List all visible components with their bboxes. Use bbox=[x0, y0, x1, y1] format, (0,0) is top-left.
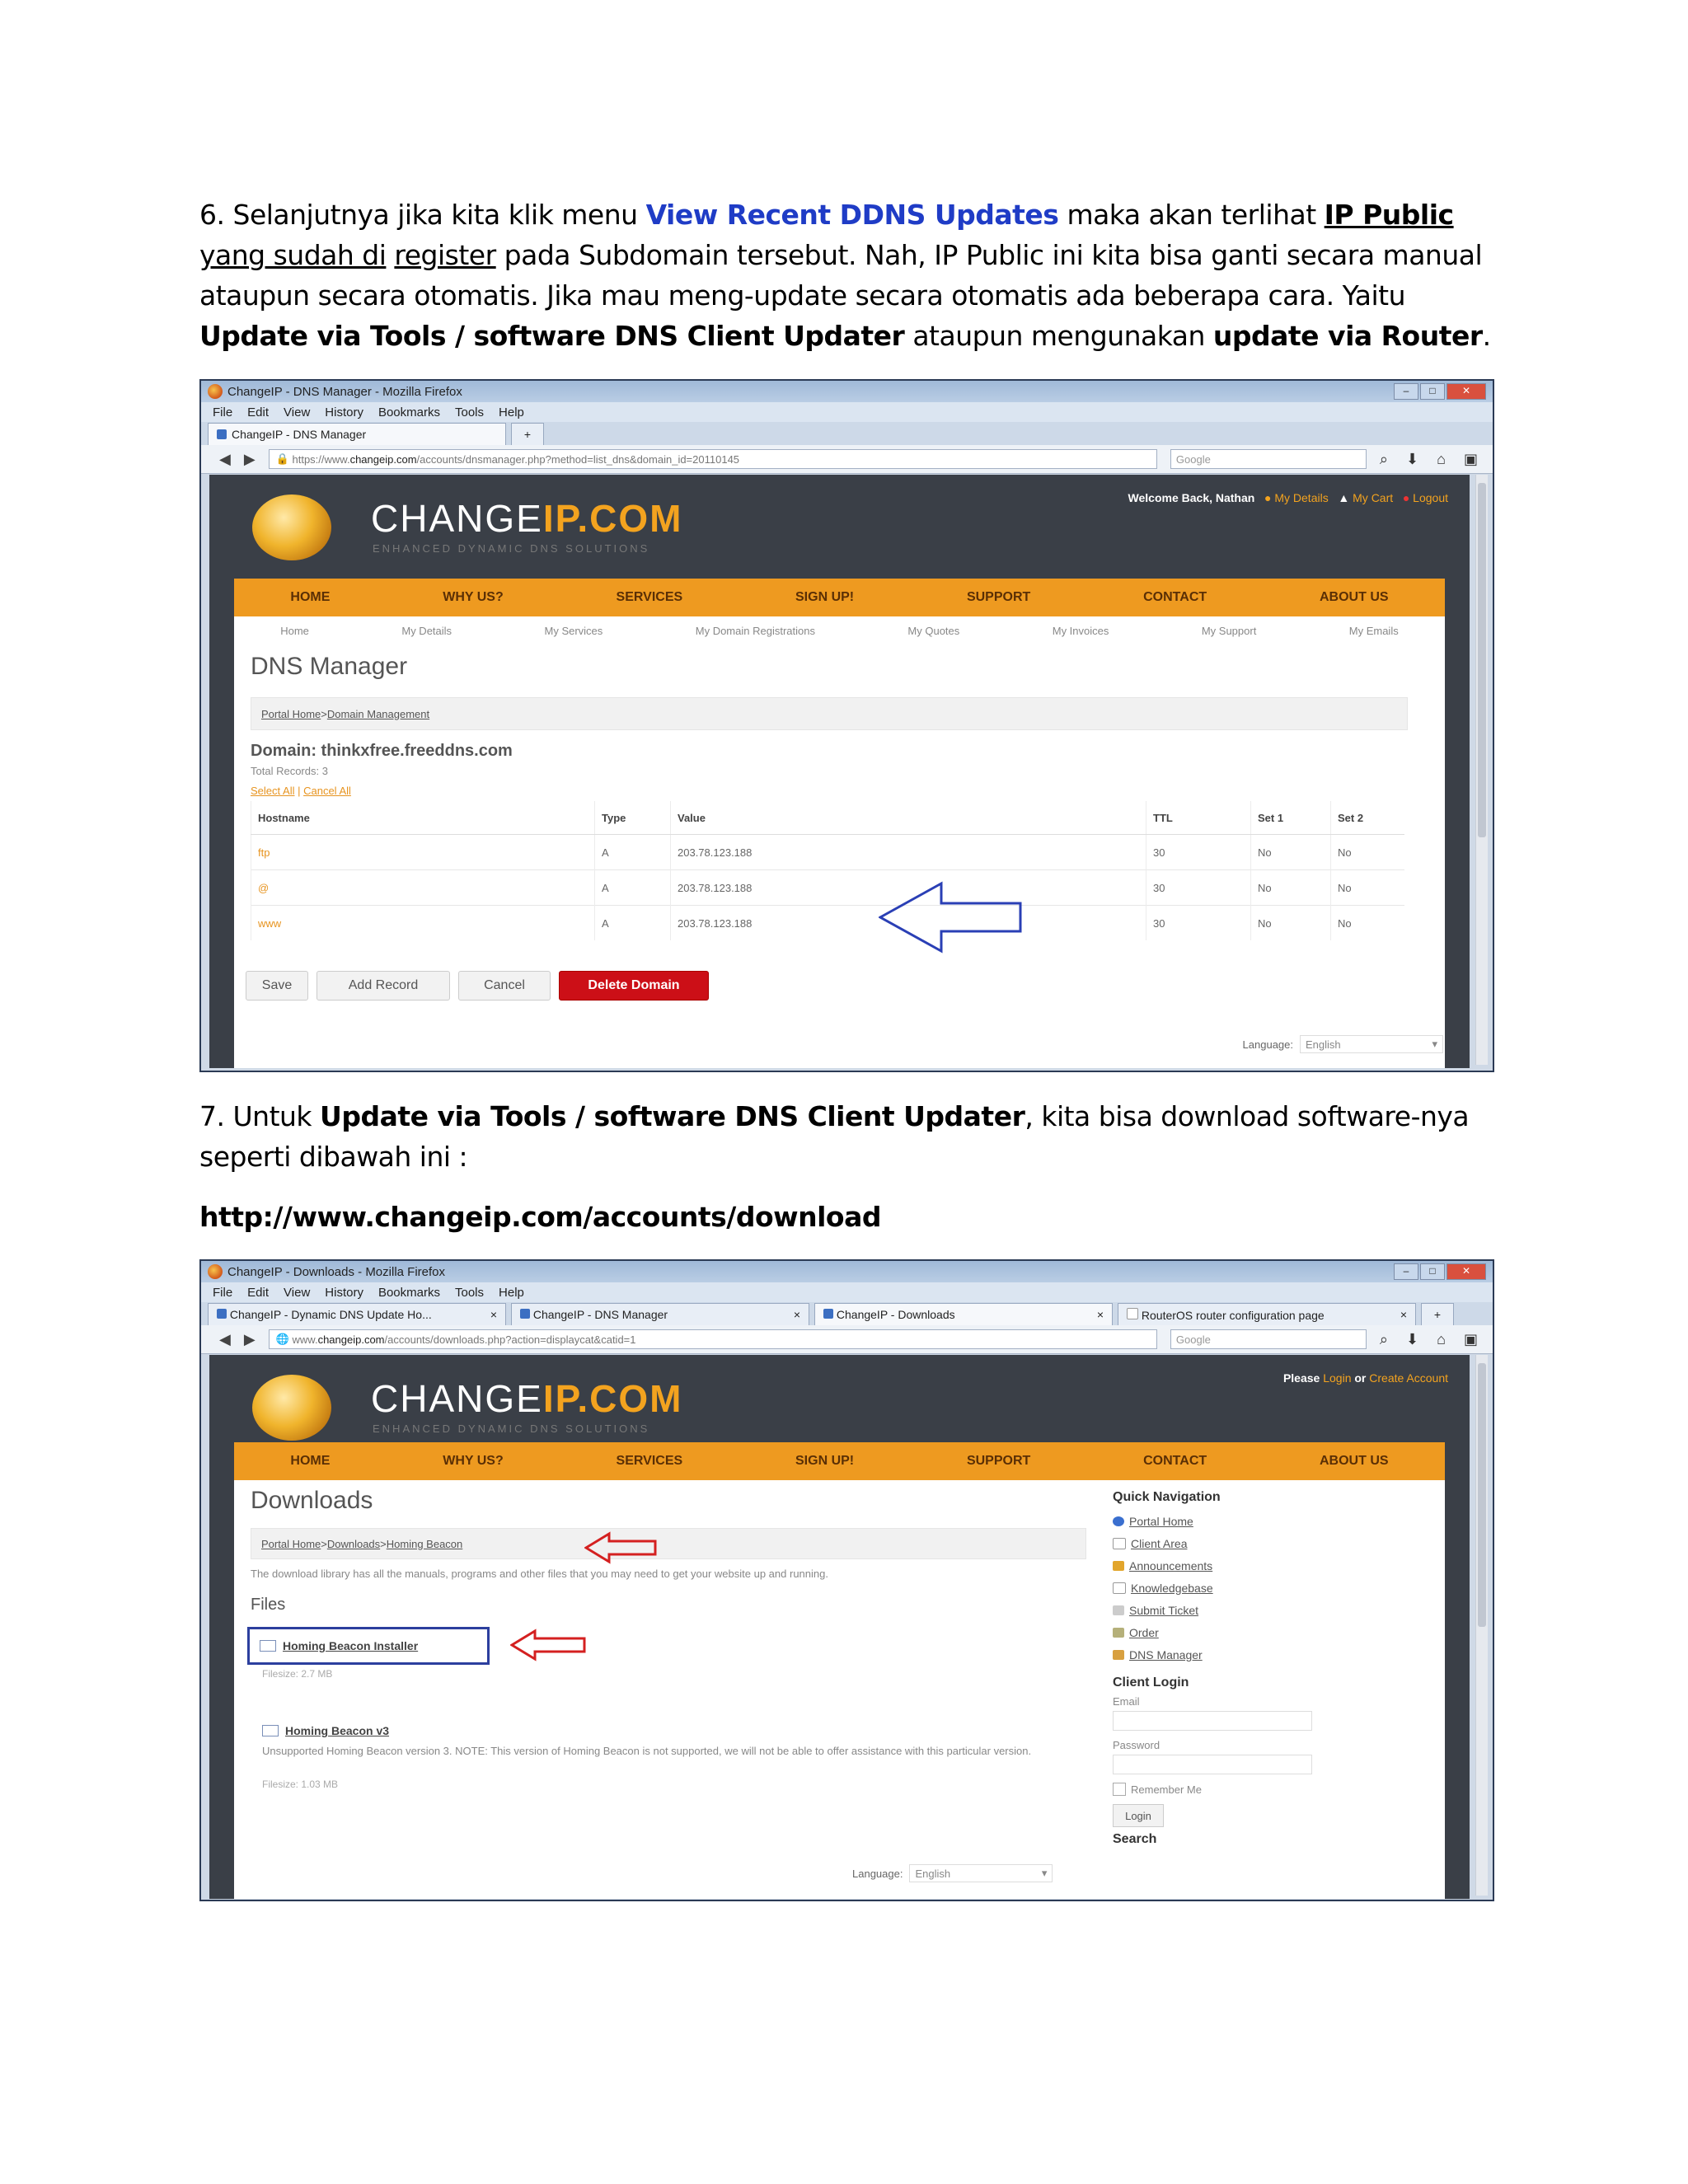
close-icon[interactable]: ✕ bbox=[1447, 1263, 1486, 1280]
menu-help[interactable]: Help bbox=[499, 405, 524, 419]
or-text: or bbox=[1351, 1371, 1370, 1385]
cell-type: A bbox=[595, 906, 671, 941]
site-logo-text[interactable] bbox=[371, 496, 682, 541]
tab-label: ChangeIP - Downloads bbox=[836, 1308, 955, 1321]
crumb-downloads[interactable]: Downloads bbox=[326, 1537, 381, 1550]
table-row bbox=[251, 906, 1405, 941]
select-all-link[interactable]: Select All bbox=[251, 785, 295, 797]
downloads-content bbox=[234, 1480, 1445, 1899]
dns-icon bbox=[1113, 1650, 1124, 1660]
forward-arrow-icon[interactable]: ▶ bbox=[243, 450, 256, 467]
select-sep: | bbox=[294, 785, 304, 797]
cell-hostname[interactable]: @ bbox=[251, 870, 595, 906]
screenshot-downloads bbox=[199, 1259, 1494, 1901]
para-text: Untuk bbox=[232, 1100, 321, 1132]
quick-item-label: Client Area bbox=[1131, 1536, 1188, 1550]
pencil-icon bbox=[1113, 1605, 1124, 1615]
window-title: ChangeIP - Downloads - Mozilla Firefox bbox=[227, 1264, 446, 1279]
menu-tools[interactable]: Tools bbox=[454, 1285, 485, 1300]
cell-set2: No bbox=[1331, 870, 1405, 906]
nav-about-us[interactable]: ABOUT US bbox=[1319, 1454, 1389, 1468]
register-word: register bbox=[394, 239, 496, 271]
cell-value: 203.78.123.188 bbox=[671, 870, 1146, 906]
file2-title bbox=[262, 1724, 389, 1737]
table-header-row bbox=[251, 801, 1405, 835]
table-row bbox=[251, 870, 1405, 906]
paragraph-6 bbox=[199, 194, 1502, 356]
download-icon[interactable]: ⬇ bbox=[1406, 450, 1419, 467]
nav-home[interactable]: HOME bbox=[290, 1454, 331, 1468]
menu-bookmarks[interactable]: Bookmarks bbox=[377, 405, 440, 419]
crumb-sep: > bbox=[321, 707, 327, 720]
cell-set1: No bbox=[1251, 835, 1331, 870]
nav-services[interactable]: SERVICES bbox=[616, 590, 683, 604]
maximize-icon[interactable]: □ bbox=[1420, 1263, 1445, 1280]
login-prompt bbox=[1283, 1371, 1448, 1385]
quick-item-announcements[interactable] bbox=[1113, 1554, 1360, 1577]
sidebar bbox=[1113, 1485, 1360, 1852]
col-set1: Set 1 bbox=[1251, 801, 1331, 835]
menu-edit[interactable]: Edit bbox=[247, 1285, 270, 1300]
fullscreen-icon[interactable]: ▣ bbox=[1463, 1330, 1478, 1347]
url-prefix: https://www. bbox=[292, 452, 350, 466]
url-bar[interactable]: 🔒 https://www. changeip.com /accounts/dnsmanager.php?method=list_dns&domain_id=20110145 bbox=[269, 449, 1157, 469]
para-text: maka akan terlihat bbox=[1058, 199, 1325, 231]
tab-dynamic-dns[interactable] bbox=[208, 1303, 506, 1325]
quick-item-client-area[interactable] bbox=[1113, 1532, 1360, 1554]
dns-records-table bbox=[251, 801, 1404, 940]
globe-icon bbox=[1113, 1516, 1124, 1526]
firefox-icon bbox=[208, 1264, 223, 1279]
subnav-my-details[interactable]: My Details bbox=[401, 624, 452, 637]
quick-item-label: Portal Home bbox=[1129, 1514, 1193, 1528]
total-records: Total Records: 3 bbox=[251, 765, 328, 777]
menu-bar bbox=[201, 1282, 1493, 1302]
para-number: 6. bbox=[199, 199, 225, 231]
cell-set2: No bbox=[1331, 835, 1405, 870]
cart-icon: ▲ bbox=[1338, 491, 1350, 504]
tab-favicon-icon bbox=[520, 1309, 530, 1319]
sub-nav bbox=[234, 616, 1445, 644]
tab-label: RouterOS router configuration page bbox=[1141, 1308, 1325, 1322]
forward-arrow-icon[interactable]: ▶ bbox=[243, 1330, 256, 1347]
tab-dns-manager[interactable] bbox=[511, 1303, 809, 1325]
cell-set2: No bbox=[1331, 906, 1405, 941]
downloads-description: The download library has all the manuals, programs and other files that you may need to get your website up and running. bbox=[251, 1568, 828, 1580]
cell-ttl: 30 bbox=[1146, 835, 1251, 870]
window-controls bbox=[1394, 1263, 1486, 1280]
login-link[interactable]: Login bbox=[1323, 1371, 1352, 1385]
email-field[interactable] bbox=[1113, 1711, 1312, 1731]
ip-public-rest: yang sudah di bbox=[199, 239, 387, 271]
save-button[interactable]: Save bbox=[246, 971, 308, 1001]
logo-change: CHANGE bbox=[371, 1377, 543, 1420]
select-links bbox=[251, 785, 351, 797]
para-number: 7. bbox=[199, 1100, 225, 1132]
file1-size: Filesize: 2.7 MB bbox=[262, 1668, 333, 1680]
crumb-portal-home[interactable]: Portal Home bbox=[261, 1537, 321, 1550]
navigation-bar bbox=[201, 1325, 1493, 1354]
url-prefix: www. bbox=[292, 1333, 318, 1346]
scrollbar-thumb[interactable] bbox=[1478, 1363, 1486, 1627]
menu-history[interactable]: History bbox=[325, 1285, 363, 1300]
search-icon[interactable]: ⌕ bbox=[1379, 1330, 1389, 1347]
nav-about-us[interactable]: ABOUT US bbox=[1319, 590, 1389, 604]
file1-link[interactable]: Homing Beacon Installer bbox=[283, 1639, 419, 1652]
remember-checkbox[interactable] bbox=[1113, 1783, 1126, 1796]
cell-ttl: 30 bbox=[1146, 870, 1251, 906]
cell-value: 203.78.123.188 bbox=[671, 906, 1146, 941]
cell-hostname[interactable]: ftp bbox=[251, 835, 595, 870]
quick-item-label: Announcements bbox=[1129, 1558, 1213, 1572]
back-arrow-icon[interactable]: ◀ bbox=[219, 450, 231, 467]
cell-type: A bbox=[595, 870, 671, 906]
col-set2: Set 2 bbox=[1331, 801, 1405, 835]
nav-services[interactable]: SERVICES bbox=[616, 1454, 683, 1468]
window-title: ChangeIP - DNS Manager - Mozilla Firefox bbox=[227, 384, 462, 399]
please-text: Please bbox=[1282, 1371, 1324, 1385]
maximize-icon[interactable]: □ bbox=[1420, 383, 1445, 400]
quick-item-submit-ticket[interactable] bbox=[1113, 1599, 1360, 1621]
page-title: Downloads bbox=[251, 1487, 373, 1514]
language-select[interactable] bbox=[909, 1864, 1053, 1882]
remember-row bbox=[1113, 1783, 1360, 1796]
home-icon[interactable]: ⌂ bbox=[1437, 450, 1446, 467]
logo-ipcom: IP.COM bbox=[542, 497, 683, 540]
arrow-annotation-icon bbox=[879, 880, 1027, 954]
tab-close-icon[interactable]: × bbox=[1400, 1308, 1407, 1321]
menu-link-view-recent-ddns[interactable]: View Recent DDNS Updates bbox=[645, 199, 1059, 231]
nav-why-us[interactable]: WHY US? bbox=[443, 590, 504, 604]
language-select[interactable] bbox=[1300, 1035, 1443, 1053]
language-label: Language: bbox=[852, 1867, 903, 1880]
quick-item-label: Submit Ticket bbox=[1129, 1603, 1199, 1617]
tab-bar bbox=[201, 422, 1493, 445]
search-box[interactable] bbox=[1170, 1329, 1367, 1349]
url-path: /accounts/downloads.php?action=displaycat&catid=1 bbox=[384, 1333, 636, 1346]
plus-icon: + bbox=[523, 428, 532, 441]
file2-description: Unsupported Homing Beacon version 3. NOTE: This version of Homing Beacon is not supported, we will not be able to offer assistance with this particular version. bbox=[262, 1745, 1032, 1757]
nav-sign-up[interactable]: SIGN UP! bbox=[795, 1454, 855, 1468]
cell-set1: No bbox=[1251, 870, 1331, 906]
domain-label: Domain: thinkxfree.freeddns.com bbox=[251, 742, 513, 760]
arrow-annotation-icon bbox=[510, 1629, 588, 1661]
scrollbar[interactable] bbox=[1475, 475, 1488, 1065]
home-icon bbox=[1113, 1538, 1126, 1549]
tab-close-icon[interactable]: × bbox=[793, 1308, 800, 1321]
minimize-icon[interactable]: – bbox=[1394, 383, 1418, 400]
screenshot-dns-manager bbox=[199, 379, 1494, 1072]
para-text: Selanjutnya jika kita klik menu bbox=[232, 199, 646, 231]
toolbar-icons bbox=[1380, 1331, 1493, 1348]
password-label: Password bbox=[1113, 1739, 1160, 1751]
navigation-bar bbox=[201, 445, 1493, 474]
changeip-logo-icon[interactable] bbox=[252, 1375, 331, 1441]
logo-change: CHANGE bbox=[371, 497, 543, 540]
close-icon[interactable]: ✕ bbox=[1447, 383, 1486, 400]
add-record-button[interactable]: Add Record bbox=[316, 971, 450, 1001]
subnav-my-support[interactable]: My Support bbox=[1201, 624, 1257, 637]
quick-item-dns-manager[interactable] bbox=[1113, 1643, 1360, 1666]
my-details-link[interactable]: My Details bbox=[1274, 491, 1329, 504]
search-box[interactable] bbox=[1170, 449, 1367, 469]
cancel-button[interactable]: Cancel bbox=[458, 971, 551, 1001]
user-icon: ● bbox=[1264, 491, 1272, 504]
site-viewport bbox=[209, 1355, 1470, 1899]
subnav-my-quotes[interactable]: My Quotes bbox=[907, 624, 960, 637]
menu-bookmarks[interactable]: Bookmarks bbox=[377, 1285, 440, 1300]
email-label: Email bbox=[1113, 1695, 1140, 1708]
site-header bbox=[209, 475, 1470, 572]
menu-file[interactable]: File bbox=[213, 1285, 233, 1300]
tab-close-icon[interactable]: × bbox=[490, 1308, 497, 1321]
url-host: changeip.com bbox=[317, 1333, 385, 1346]
col-hostname: Hostname bbox=[251, 801, 595, 835]
create-account-link[interactable]: Create Account bbox=[1369, 1371, 1448, 1385]
para-text: . bbox=[1482, 320, 1491, 352]
window-controls bbox=[1394, 383, 1486, 400]
nav-support[interactable]: SUPPORT bbox=[966, 590, 1031, 604]
my-cart-link[interactable]: My Cart bbox=[1353, 491, 1394, 504]
tab-favicon-icon bbox=[217, 429, 227, 439]
tab-close-icon[interactable]: × bbox=[1096, 1308, 1104, 1321]
quick-item-label: Order bbox=[1129, 1625, 1159, 1639]
new-tab-button[interactable] bbox=[1421, 1303, 1454, 1325]
window-titlebar bbox=[201, 381, 1493, 402]
col-type: Type bbox=[595, 801, 671, 835]
file1-box[interactable] bbox=[247, 1627, 490, 1665]
quick-navigation-heading: Quick Navigation bbox=[1113, 1490, 1221, 1504]
nav-contact[interactable]: CONTACT bbox=[1143, 1454, 1207, 1468]
crumb-sep: > bbox=[380, 1537, 387, 1550]
tab-label: ChangeIP - Dynamic DNS Update Ho... bbox=[229, 1308, 432, 1321]
menu-edit[interactable]: Edit bbox=[247, 405, 270, 419]
para-text: , kita bisa download software-nya seperti dibawah ini : bbox=[199, 1100, 1470, 1173]
megaphone-icon bbox=[1113, 1561, 1124, 1571]
tab-label: ChangeIP - DNS Manager bbox=[532, 1308, 668, 1321]
breadcrumb bbox=[251, 697, 1408, 730]
chevron-down-icon: ▾ bbox=[1432, 1038, 1437, 1050]
home-icon[interactable]: ⌂ bbox=[1437, 1330, 1446, 1347]
nav-why-us[interactable]: WHY US? bbox=[443, 1454, 504, 1468]
url-path: /accounts/dnsmanager.php?method=list_dns&domain_id=20110145 bbox=[416, 452, 740, 466]
download-url[interactable]: http://www.changeip.com/accounts/download bbox=[199, 1201, 881, 1233]
site-tagline: ENHANCED DYNAMIC DNS SOLUTIONS bbox=[373, 1422, 650, 1435]
para-text: pada Subdomain tersebut. Nah, IP Public ini kita bisa ganti secara manual ataupun secara otomatis. Jika mau meng-update secara otomatis ada beberapa cara. Yaitu bbox=[199, 239, 1483, 312]
crumb-homing-beacon[interactable]: Homing Beacon bbox=[386, 1537, 463, 1550]
breadcrumb bbox=[251, 1528, 1086, 1559]
col-ttl: TTL bbox=[1146, 801, 1251, 835]
quick-item-order[interactable] bbox=[1113, 1621, 1360, 1643]
nav-contact[interactable]: CONTACT bbox=[1143, 590, 1207, 604]
cell-set1: No bbox=[1251, 906, 1331, 941]
quick-item-label: DNS Manager bbox=[1129, 1647, 1203, 1661]
search-placeholder: Google bbox=[1175, 1333, 1211, 1346]
url-host: changeip.com bbox=[349, 452, 417, 466]
menu-file[interactable]: File bbox=[213, 405, 233, 419]
files-heading: Files bbox=[251, 1596, 286, 1614]
logout-icon: ● bbox=[1402, 491, 1410, 504]
cell-ttl: 30 bbox=[1146, 906, 1251, 941]
language-value: English bbox=[1306, 1038, 1341, 1051]
tab-favicon-icon bbox=[1127, 1308, 1138, 1319]
nav-sign-up[interactable]: SIGN UP! bbox=[795, 590, 855, 604]
folder-icon bbox=[260, 1640, 276, 1652]
new-tab-button[interactable] bbox=[511, 423, 544, 445]
language-label: Language: bbox=[1242, 1038, 1293, 1051]
login-button[interactable]: Login bbox=[1113, 1804, 1164, 1827]
plus-icon: + bbox=[1433, 1308, 1442, 1321]
crumb-portal-home[interactable]: Portal Home bbox=[261, 707, 321, 720]
nav-support[interactable]: SUPPORT bbox=[966, 1454, 1031, 1468]
subnav-my-domains[interactable]: My Domain Registrations bbox=[695, 624, 815, 637]
menu-tools[interactable]: Tools bbox=[454, 405, 485, 419]
arrow-annotation-icon bbox=[584, 1531, 659, 1564]
firefox-icon bbox=[208, 384, 223, 399]
page-title: DNS Manager bbox=[251, 653, 408, 680]
subnav-my-services[interactable]: My Services bbox=[544, 624, 603, 637]
logout-link[interactable]: Logout bbox=[1413, 491, 1448, 504]
language-value: English bbox=[915, 1867, 951, 1880]
client-login-heading: Client Login bbox=[1113, 1675, 1189, 1690]
site-tagline: ENHANCED DYNAMIC DNS SOLUTIONS bbox=[373, 542, 650, 555]
site-logo-text[interactable] bbox=[371, 1376, 682, 1421]
password-field[interactable] bbox=[1113, 1755, 1312, 1774]
bold-tools-updater: Update via Tools / software DNS Client Updater bbox=[199, 320, 905, 352]
main-nav bbox=[234, 579, 1445, 616]
tab-label: ChangeIP - DNS Manager bbox=[232, 428, 367, 441]
dns-content bbox=[234, 644, 1445, 1068]
minimize-icon[interactable]: – bbox=[1394, 1263, 1418, 1280]
tab-routeros[interactable] bbox=[1118, 1303, 1416, 1325]
bold-tools-updater: Update via Tools / software DNS Client Updater bbox=[320, 1100, 1025, 1132]
menu-history[interactable]: History bbox=[325, 405, 363, 419]
window-titlebar bbox=[201, 1261, 1493, 1282]
quick-item-portal-home[interactable] bbox=[1113, 1510, 1360, 1532]
welcome-text: Welcome Back, Nathan bbox=[1128, 491, 1255, 504]
delete-domain-button[interactable]: Delete Domain bbox=[559, 971, 709, 1001]
subnav-home[interactable]: Home bbox=[280, 624, 309, 637]
folder-icon bbox=[262, 1725, 279, 1736]
changeip-logo-icon[interactable] bbox=[252, 494, 331, 560]
fullscreen-icon[interactable]: ▣ bbox=[1463, 450, 1478, 467]
cell-value: 203.78.123.188 bbox=[671, 835, 1146, 870]
subnav-my-emails[interactable]: My Emails bbox=[1348, 624, 1399, 637]
welcome-bar bbox=[1128, 491, 1448, 504]
language-selector bbox=[852, 1864, 1053, 1882]
crumb-domain-management[interactable]: Domain Management bbox=[326, 707, 430, 720]
search-icon[interactable]: ⌕ bbox=[1379, 450, 1389, 467]
cell-type: A bbox=[595, 835, 671, 870]
remember-label: Remember Me bbox=[1131, 1783, 1202, 1796]
scrollbar-thumb[interactable] bbox=[1478, 483, 1486, 837]
download-icon[interactable]: ⬇ bbox=[1406, 1330, 1419, 1347]
tab-favicon-icon bbox=[823, 1309, 833, 1319]
chevron-down-icon: ▾ bbox=[1041, 1867, 1048, 1879]
paragraph-7 bbox=[199, 1096, 1502, 1177]
menu-help[interactable]: Help bbox=[499, 1285, 524, 1300]
logo-ipcom: IP.COM bbox=[542, 1377, 683, 1420]
bold-router: update via Router bbox=[1212, 320, 1483, 352]
file2-size: Filesize: 1.03 MB bbox=[262, 1779, 339, 1790]
site-header bbox=[209, 1355, 1470, 1452]
tab-favicon-icon bbox=[217, 1309, 227, 1319]
table-row bbox=[251, 835, 1405, 870]
quick-item-knowledgebase[interactable] bbox=[1113, 1577, 1360, 1599]
book-icon bbox=[1113, 1582, 1126, 1594]
language-selector bbox=[1243, 1035, 1443, 1053]
file2-link[interactable]: Homing Beacon v3 bbox=[285, 1724, 390, 1737]
main-nav bbox=[234, 1442, 1445, 1480]
tab-dns-manager[interactable] bbox=[208, 423, 506, 445]
url-bar[interactable]: 🌐 www. changeip.com /accounts/downloads.php?action=displaycat&catid=1 bbox=[269, 1329, 1157, 1349]
quick-item-label: Knowledgebase bbox=[1131, 1581, 1213, 1595]
order-icon bbox=[1113, 1628, 1124, 1638]
back-arrow-icon[interactable]: ◀ bbox=[219, 1330, 231, 1347]
search-placeholder: Google bbox=[1175, 452, 1211, 466]
scrollbar[interactable] bbox=[1475, 1355, 1488, 1896]
crumb-sep: > bbox=[321, 1537, 327, 1550]
menu-bar bbox=[201, 402, 1493, 422]
tab-bar bbox=[201, 1302, 1493, 1325]
ip-public-bold: IP Public bbox=[1324, 199, 1454, 231]
col-value: Value bbox=[671, 801, 1146, 835]
site-viewport bbox=[209, 475, 1470, 1068]
menu-view[interactable]: View bbox=[284, 405, 311, 419]
toolbar-icons bbox=[1380, 451, 1493, 468]
cancel-all-link[interactable]: Cancel All bbox=[303, 785, 351, 797]
tab-downloads[interactable] bbox=[814, 1303, 1113, 1325]
para-text: ataupun mengunakan bbox=[904, 320, 1213, 352]
subnav-my-invoices[interactable]: My Invoices bbox=[1052, 624, 1109, 637]
nav-home[interactable]: HOME bbox=[290, 590, 331, 604]
menu-view[interactable]: View bbox=[284, 1285, 311, 1300]
search-heading: Search bbox=[1113, 1832, 1157, 1846]
cell-hostname[interactable]: www bbox=[251, 906, 595, 941]
